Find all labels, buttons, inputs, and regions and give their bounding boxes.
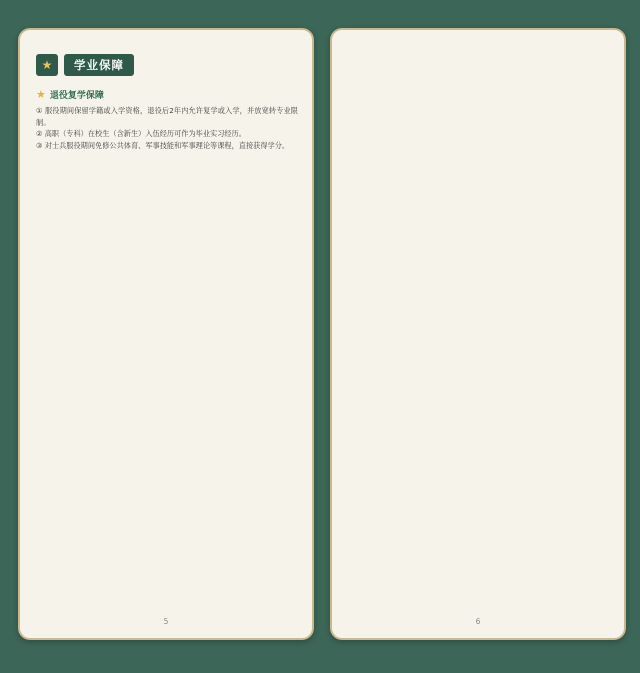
star-icon: ★ — [36, 88, 46, 101]
list-item: ③ 对士兵服役期间免修公共体育、军事技能和军事理论等课程，直接获得学分。 — [36, 140, 290, 150]
star-badge-icon: ★ — [36, 54, 58, 76]
subsection-title: 退役复学保障 — [49, 91, 104, 101]
subsection-header — [36, 88, 298, 101]
list-item: ① 服役期间保留学籍或入学资格，退役后2年内允许复学或入学，并放宽转专业限制。 — [36, 106, 298, 127]
page-number: 5 — [163, 617, 169, 626]
section-title: 学业保障 — [64, 54, 134, 76]
page-number: 6 — [475, 617, 481, 626]
page-left — [18, 28, 314, 640]
page-right — [330, 28, 626, 640]
section-header-academic — [36, 54, 298, 76]
list-item: ② 高职（专科）在校生（含新生）入伍经历可作为毕业实习经历。 — [36, 129, 246, 139]
